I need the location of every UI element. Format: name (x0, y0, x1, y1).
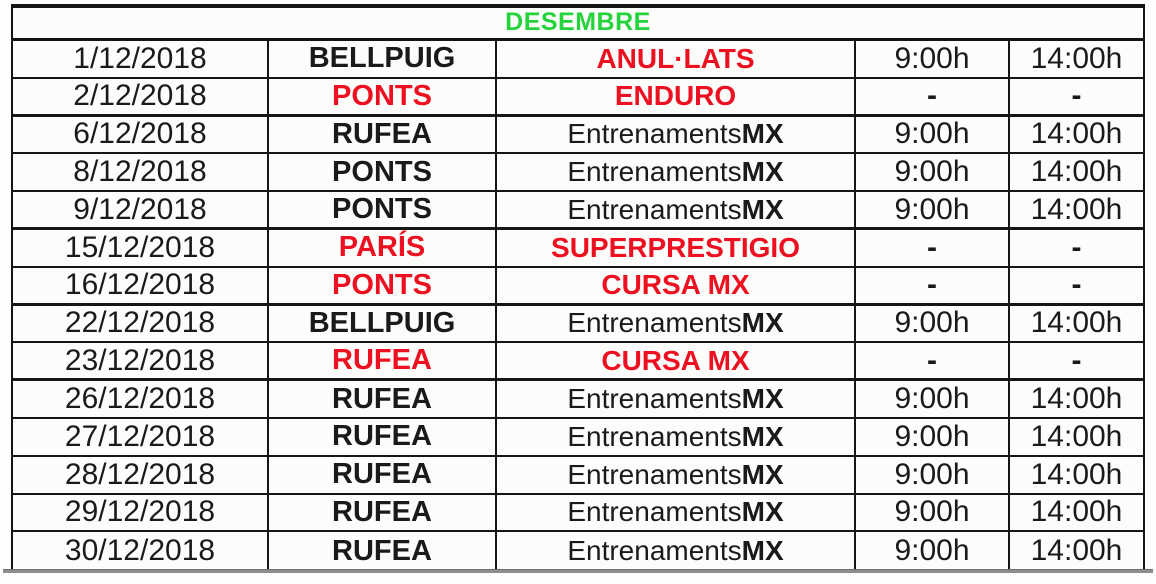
table-row (13, 495, 1143, 533)
time-text: - (1071, 230, 1082, 264)
month-title: DESEMBRE (505, 7, 651, 36)
event-cell (495, 343, 854, 378)
event-cell (495, 230, 854, 266)
table-row (13, 419, 1143, 457)
time-text: 14:00h (1030, 117, 1123, 151)
end-time-cell (1008, 457, 1143, 493)
end-time-cell (1008, 268, 1143, 303)
time-text: - (1071, 343, 1082, 377)
end-time-cell (1008, 419, 1143, 455)
location-cell: RUFEA (267, 343, 495, 378)
table-row (13, 268, 1143, 306)
time-text: - (927, 230, 937, 264)
date-cell: 15/12/2018 (64, 230, 216, 264)
date-cell: 27/12/2018 (64, 419, 216, 453)
table-row (13, 154, 1143, 192)
end-time-cell (1008, 192, 1143, 227)
start-time-cell (854, 532, 1008, 570)
event-text: CURSA MX (601, 344, 750, 376)
end-time-cell (1008, 495, 1143, 531)
event-text: MX (741, 307, 784, 339)
end-time-cell (1008, 306, 1143, 342)
location-cell: RUFEA (267, 495, 495, 531)
location-cell: RUFEA (267, 532, 495, 570)
table-row (13, 117, 1143, 155)
event-text: Entrenaments (567, 193, 742, 225)
date-cell: 22/12/2018 (64, 306, 216, 340)
end-time-cell (1008, 381, 1143, 417)
time-text: - (1071, 268, 1082, 302)
event-text: Entrenaments (567, 307, 742, 339)
start-time-cell (854, 192, 1008, 227)
event-text: ENDURO (614, 80, 737, 112)
time-text: 9:00h (894, 306, 970, 340)
table-row (13, 381, 1143, 419)
event-text: CURSA MX (601, 269, 750, 301)
event-text: MX (741, 193, 784, 225)
start-time-cell (854, 306, 1008, 342)
date-cell: 30/12/2018 (64, 534, 216, 568)
event-text: MX (741, 535, 784, 567)
location-cell: PONTS (267, 268, 495, 303)
end-time-cell (1008, 41, 1143, 77)
event-text: Entrenaments (567, 458, 742, 490)
location-cell: PARÍS (267, 230, 495, 266)
start-time-cell (854, 343, 1008, 378)
event-text: ANUL·LATS (596, 42, 755, 74)
start-time-cell (854, 268, 1008, 303)
date-cell: 29/12/2018 (64, 495, 216, 529)
table-row (13, 343, 1143, 381)
end-time-cell (1008, 230, 1143, 266)
end-time-cell (1008, 532, 1143, 570)
time-text: 14:00h (1030, 495, 1123, 529)
event-cell (495, 192, 854, 227)
date-cell: 6/12/2018 (73, 117, 207, 151)
table-row (13, 230, 1143, 268)
table-row (13, 41, 1143, 79)
time-text: 9:00h (894, 382, 970, 416)
table-row (13, 532, 1143, 570)
bottom-scan-edge (3, 569, 1153, 573)
event-text: Entrenaments (567, 118, 742, 150)
event-text: MX (741, 383, 784, 415)
location-cell: BELLPUIG (267, 41, 495, 77)
event-cell (495, 117, 854, 153)
time-text: - (1071, 79, 1082, 113)
start-time-cell (854, 495, 1008, 531)
event-cell (495, 381, 854, 417)
start-time-cell (854, 230, 1008, 266)
location-cell: RUFEA (267, 381, 495, 417)
end-time-cell (1008, 79, 1143, 114)
time-text: 9:00h (894, 192, 970, 226)
time-text: 9:00h (894, 495, 970, 529)
event-text: MX (741, 496, 784, 528)
start-time-cell (854, 457, 1008, 493)
time-text: 14:00h (1030, 534, 1123, 568)
location-cell: RUFEA (267, 117, 495, 153)
event-cell (495, 532, 854, 570)
date-cell: 8/12/2018 (73, 155, 207, 189)
date-cell: 23/12/2018 (64, 343, 216, 377)
location-cell: RUFEA (267, 419, 495, 455)
time-text: 9:00h (894, 534, 970, 568)
time-text: 9:00h (894, 117, 970, 151)
start-time-cell (854, 419, 1008, 455)
event-cell (495, 79, 854, 114)
event-cell (495, 306, 854, 342)
location-cell: PONTS (267, 79, 495, 114)
time-text: - (927, 79, 937, 113)
event-text: SUPERPRESTIGIO (551, 231, 800, 263)
date-cell: 9/12/2018 (73, 192, 207, 226)
start-time-cell (854, 79, 1008, 114)
event-cell (495, 495, 854, 531)
date-cell: 28/12/2018 (64, 457, 216, 491)
date-cell: 16/12/2018 (64, 268, 216, 302)
event-cell (495, 41, 854, 77)
table-row (13, 457, 1143, 495)
time-text: 14:00h (1030, 419, 1123, 453)
event-cell (495, 154, 854, 190)
month-header-row (13, 8, 1143, 41)
location-cell: PONTS (267, 154, 495, 190)
event-text: Entrenaments (567, 535, 742, 567)
december-schedule-table (11, 4, 1145, 570)
table-row (13, 79, 1143, 117)
time-text: - (927, 343, 937, 377)
time-text: 14:00h (1030, 306, 1123, 340)
start-time-cell (854, 154, 1008, 190)
time-text: 9:00h (894, 457, 970, 491)
time-text: 9:00h (894, 419, 970, 453)
time-text: 9:00h (894, 41, 970, 75)
event-text: Entrenaments (567, 496, 742, 528)
event-cell (495, 268, 854, 303)
time-text: 14:00h (1030, 382, 1123, 416)
event-text: MX (741, 156, 784, 188)
event-text: MX (741, 420, 784, 452)
time-text: 14:00h (1030, 457, 1123, 491)
event-cell (495, 457, 854, 493)
date-cell: 26/12/2018 (64, 382, 216, 416)
table-body (13, 41, 1143, 570)
start-time-cell (854, 41, 1008, 77)
event-text: Entrenaments (567, 156, 742, 188)
event-text: MX (741, 118, 784, 150)
time-text: 14:00h (1030, 155, 1123, 189)
end-time-cell (1008, 117, 1143, 153)
location-cell: RUFEA (267, 457, 495, 493)
location-cell: PONTS (267, 192, 495, 227)
time-text: 14:00h (1030, 192, 1123, 226)
date-cell: 2/12/2018 (73, 79, 207, 113)
event-cell (495, 419, 854, 455)
event-text: Entrenaments (567, 383, 742, 415)
location-cell: BELLPUIG (267, 306, 495, 342)
event-text: Entrenaments (567, 420, 742, 452)
start-time-cell (854, 381, 1008, 417)
end-time-cell (1008, 154, 1143, 190)
end-time-cell (1008, 343, 1143, 378)
time-text: - (927, 268, 937, 302)
time-text: 14:00h (1030, 41, 1123, 75)
date-cell: 1/12/2018 (73, 41, 207, 75)
time-text: 9:00h (894, 155, 970, 189)
table-row (13, 306, 1143, 344)
table-row (13, 192, 1143, 230)
start-time-cell (854, 117, 1008, 153)
event-text: MX (741, 458, 784, 490)
